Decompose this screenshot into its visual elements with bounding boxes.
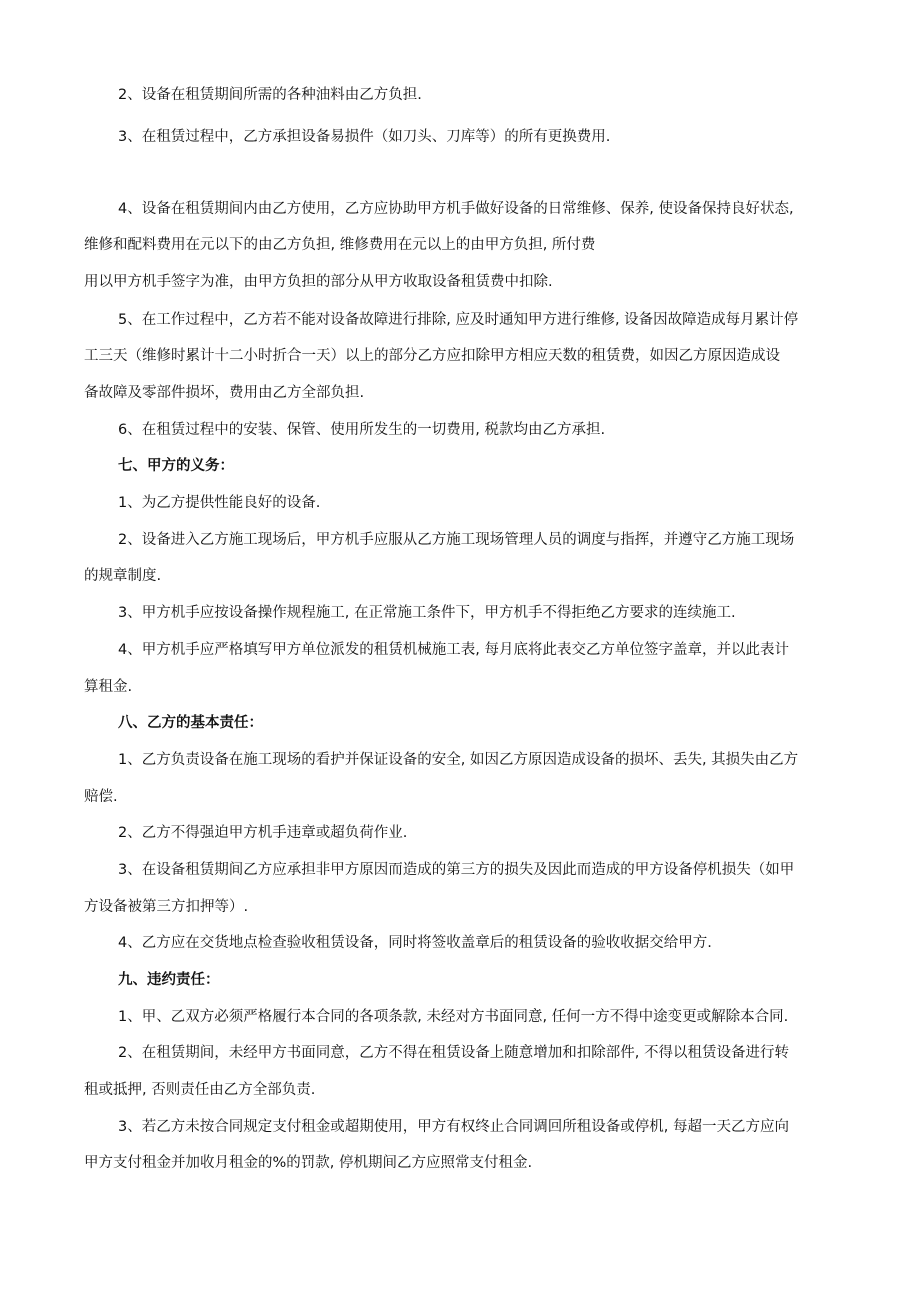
clause-5-line-2: 工三天（维修时累计十二小时折合一天）以上的部分乙方应扣除甲方相应天数的租赁费，如因乙方原因造成设 (84, 348, 780, 364)
section-7-clause-1: 1、为乙方提供性能良好的设备. (118, 495, 321, 511)
section-8-clause-3-line-1: 3、在设备租赁期间乙方应承担非甲方原因而造成的第三方的损失及因此而造成的甲方设备停机损失（如甲 (118, 862, 795, 878)
section-7-clause-3: 3、甲方机手应按设备操作规程施工, 在正常施工条件下，甲方机手不得拒绝乙方要求的连续施工. (118, 605, 736, 621)
section-7-heading: 七、甲方的义务： (118, 458, 234, 474)
section-7-clause-4-line-2: 算租金. (84, 679, 133, 695)
section-9-clause-2-line-2: 租或抵押, 否则责任由乙方全部负责. (84, 1082, 316, 1098)
clause-5-line-1: 5、在工作过程中，乙方若不能对设备故障进行排除, 应及时通知甲方进行维修, 设备因故障造成每月累计停 (118, 312, 799, 328)
section-8-clause-1-line-2: 赔偿. (84, 789, 118, 805)
section-8-clause-4: 4、乙方应在交货地点检查验收租赁设备，同时将签收盖章后的租赁设备的验收收据交给甲方. (118, 935, 712, 951)
section-7-clause-4-line-1: 4、甲方机手应严格填写甲方单位派发的租赁机械施工表, 每月底将此表交乙方单位签字盖章，并以此表计 (118, 642, 789, 658)
section-9-clause-3-line-2: 甲方支付租金并加收月租金的%的罚款, 停机期间乙方应照常支付租金. (84, 1155, 533, 1171)
clause-4-line-1: 4、设备在租赁期间内由乙方使用，乙方应协助甲方机手做好设备的日常维修、保养, 使设备保持良好状态, (118, 201, 794, 217)
section-8-clause-2: 2、乙方不得强迫甲方机手违章或超负荷作业. (118, 825, 408, 841)
clause-4-line-2: 维修和配料费用在元以下的由乙方负担, 维修费用在元以上的由甲方负担, 所付费 (84, 237, 596, 253)
clause-5-line-3: 备故障及零部件损坏，费用由乙方全部负担. (84, 385, 365, 401)
clause-2-fuel: 2、设备在租赁期间所需的各种油料由乙方负担. (118, 87, 422, 103)
section-9-clause-1: 1、甲、乙双方必须严格履行本合同的各项条款, 未经对方书面同意, 任何一方不得中途变更或解除本合同. (118, 1009, 789, 1025)
clause-3-wear-parts: 3、在租赁过程中，乙方承担设备易损件（如刀头、刀库等）的所有更换费用. (118, 129, 611, 145)
section-9-clause-3-line-1: 3、若乙方未按合同规定支付租金或超期使用，甲方有权终止合同调回所租设备或停机, 每超一天乙方应向 (118, 1119, 789, 1135)
clause-4-line-3: 用以甲方机手签字为准，由甲方负担的部分从甲方收取设备租赁费中扣除. (84, 274, 553, 290)
section-9-clause-2-line-1: 2、在租赁期间，未经甲方书面同意，乙方不得在租赁设备上随意增加和扣除部件, 不得以租赁设备进行转 (118, 1045, 789, 1061)
clause-6-costs: 6、在租赁过程中的安装、保管、使用所发生的一切费用, 税款均由乙方承担. (118, 422, 606, 438)
section-8-heading: 八、乙方的基本责任： (118, 715, 263, 731)
section-8-clause-3-line-2: 方设备被第三方扣押等）. (84, 899, 249, 915)
section-8-clause-1-line-1: 1、乙方负责设备在施工现场的看护并保证设备的安全, 如因乙方原因造成设备的损坏、丢失, 其损失由乙方 (118, 752, 799, 768)
section-9-heading: 九、违约责任： (118, 972, 220, 988)
section-7-clause-2-line-2: 的规章制度. (84, 568, 162, 584)
section-7-clause-2-line-1: 2、设备进入乙方施工现场后，甲方机手应服从乙方施工现场管理人员的调度与指挥，并遵守乙方施工现场 (118, 532, 795, 548)
